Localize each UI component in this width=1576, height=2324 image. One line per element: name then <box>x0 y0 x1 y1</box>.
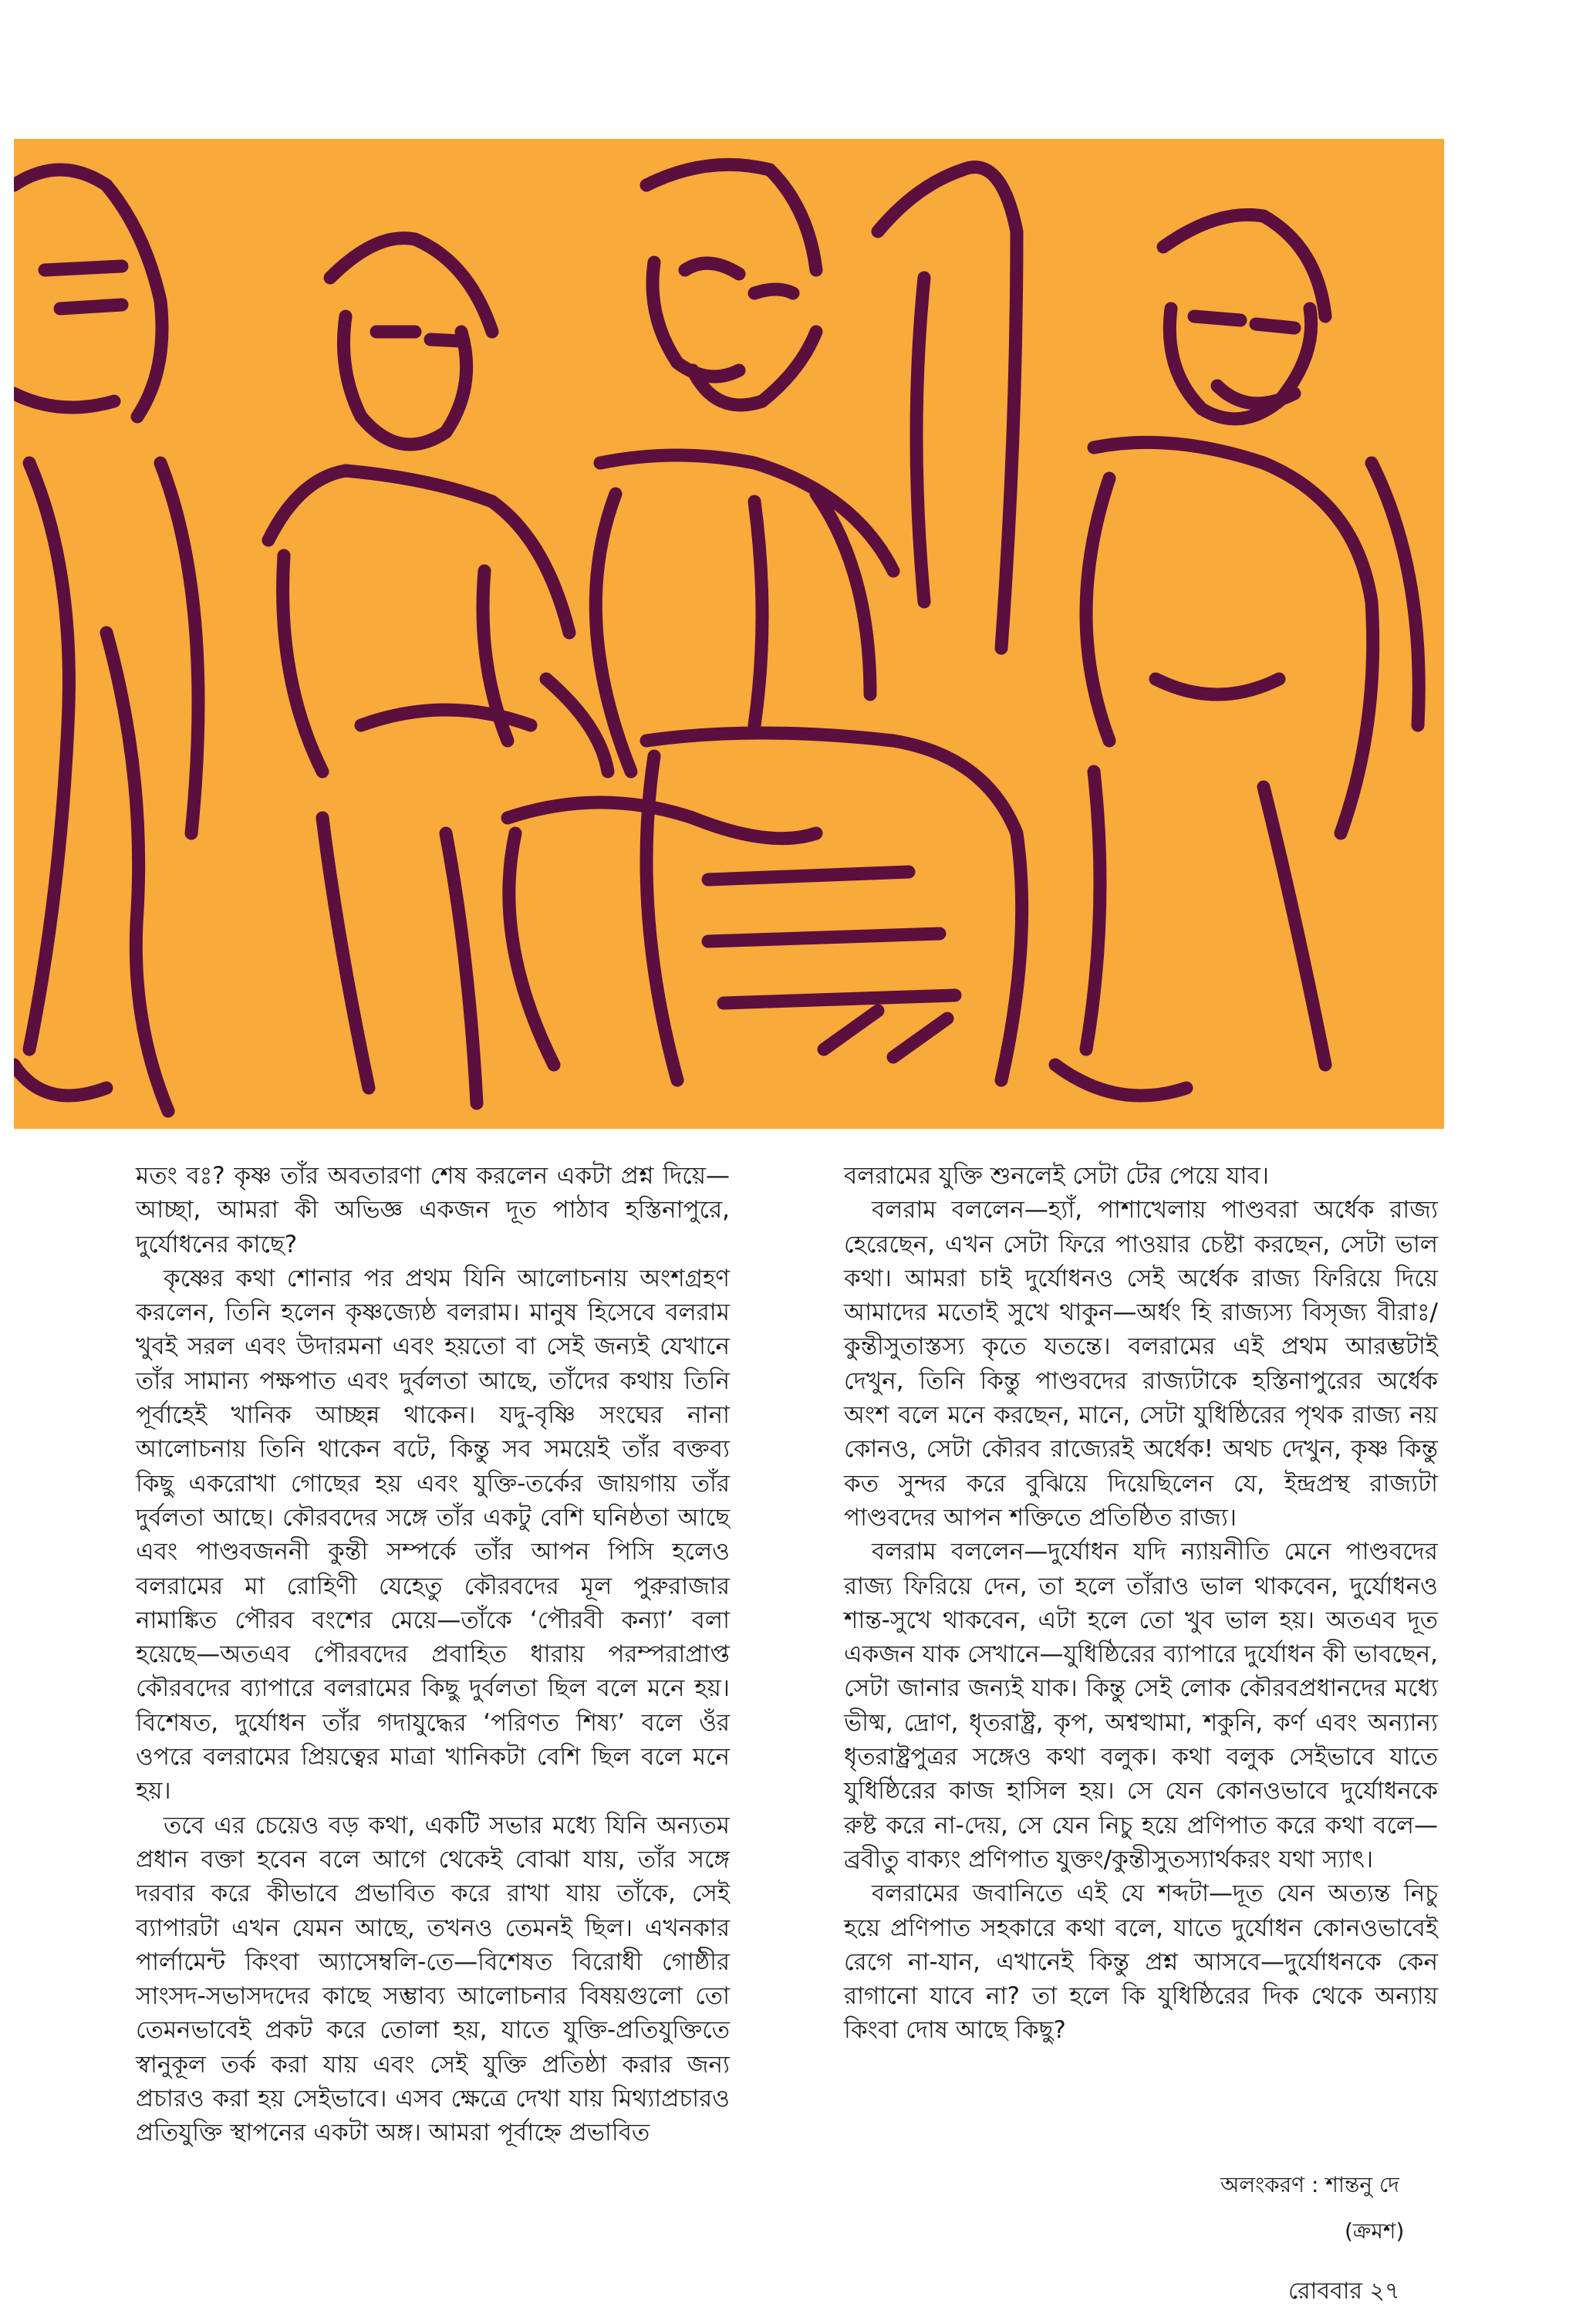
paragraph: তবে এর চেয়েও বড় কথা, একটি সভার মধ্যে যিনি অন্যতম প্রধান বক্তা হবেন বলে আগে থেকেই বোঝা যায়, তাঁর সঙ্গে দরবার করে কীভাবে প্রভাবিত করে রাখা যায় তাঁকে, সেই ব্যাপারটা এখন যেমন আছে, তখনও তেমনই ছিল। এখনকার পার্লামেন্ট কিংবা অ্যাসেম্বলি-তে—বিশেষত বিরোধী গোষ্ঠীর সাংসদ-সভাসদদের কাছে সম্ভাব্য আলোচনার বিষয়গুলো তো তেমনভাবেই প্রকট করে তোলা হয়, যাতে যুক্তি-প্রতিযুক্তিতে স্বানুকূল তর্ক করা যায় এবং সেই যুক্তি প্রতিষ্ঠা করার জন্য প্রচারও করা হয় সেইভাবে। এসব ক্ষেত্রে দেখা যায় মিথ্যাপ্রচারও প্রতিযুক্তি স্থাপনের একটা অঙ্গ। আমরা পূর্বাহ্নে প্রভাবিত <box>136 1811 730 2147</box>
paragraph: বলরামের জবানিতে এই যে শব্দটা—দূত যেন অত্যন্ত নিচু হয়ে প্রণিপাত সহকারে কথা বলে, যাতে দুর্যোধন কোনওভাবেই রেগে না-যান, এখানেই কিন্তু প্রশ্ন আসবে—দুর্যোধনকে কেন রাগানো যাবে না? তা হলে কি যুধিষ্ঠিরের দিক থেকে অন্যায় কিংবা দোষ আছে কিছু? <box>844 1880 1438 2045</box>
paragraph: কৃষ্ণের কথা শোনার পর প্রথম যিনি আলোচনায় অংশগ্রহণ করলেন, তিনি হলেন কৃষ্ণজ্যেষ্ঠ বলরাম। মানুষ হিসেবে বলরাম খুবই সরল এবং উদারমনা এবং হয়তো বা সেই জন্যই যেখানে তাঁর সামান্য পক্ষপাত এবং দুর্বলতা আছে, তাঁদের কথায় তিনি পূর্বাহেই খানিক আচ্ছন্ন থাকেন। যদু-বৃষ্ণি সংঘের নানা আলোচনায় তিনি থাকেন বটে, কিন্তু সব সময়েই তাঁর বক্তব্য কিছু একরোখা গোছের হয় এবং যুক্তি-তর্কের জায়গায় তাঁর দুর্বলতা আছে। কৌরবদের সঙ্গে তাঁর একটু বেশি ঘনিষ্ঠতা আছে এবং পাণ্ডবজননী কুন্তী সম্পর্কে তাঁর আপন পিসি হলেও বলরামের মা রোহিণী যেহেতু কৌরবদের মূল পুরুরাজার নামাঙ্কিত পৌরব বংশের মেয়ে—তাঁকে ‘পৌরবী কন্যা’ বলা হয়েছে—অতএব পৌরবদের প্রবাহিত ধারায় পরম্পরাপ্রাপ্ত কৌরবদের ব্যাপারে বলরামের কিছু দুর্বলতা ছিল বলে মনে হয়। বিশেষত, দুর্যোধন তাঁর গদাযুদ্ধের ‘পরিণত শিষ্য’ বলে ওঁর ওপরে বলরামের প্রিয়ত্বের মাত্রা খানিকটা বেশি ছিল বলে মনে হয়। <box>136 1264 730 1805</box>
seated-figures-brush-illustration <box>14 139 1444 1129</box>
continued-note: (ক্রমশ) <box>1345 2218 1405 2244</box>
paragraph: মতং বঃ? কৃষ্ণ তাঁর অবতারণা শেষ করলেন একটা প্রশ্ন দিয়ে—আচ্ছা, আমরা কী অভিজ্ঞ একজন দূত পাঠাব হস্তিনাপুরে, দুর্যোধনের কাছে? <box>136 1162 730 1258</box>
article-right-column <box>844 1159 1438 2048</box>
paragraph: বলরাম বললেন—হ্যাঁ, পাশাখেলায় পাণ্ডবরা অর্ধেক রাজ্য হেরেছেন, এখন সেটা ফিরে পাওয়ার চেষ্টা করছেন, সেটা ভাল কথা। আমরা চাই দুর্যোধনও সেই অর্ধেক রাজ্য ফিরিয়ে দিয়ে আমাদের মতোই সুখে থাকুন—অর্ধং হি রাজ্যস্য বিসৃজ্য বীরাঃ/কুন্তীসুতাস্তস্য কৃতে যতন্তে। বলরামের এই প্রথম আরম্ভটাই দেখুন, তিনি কিন্তু পাণ্ডবদের রাজ্যটাকে হস্তিনাপুরের অর্ধেক অংশ বলে মনে করছেন, মানে, সেটা যুধিষ্ঠিরের পৃথক রাজ্য নয় কোনও, সেটা কৌরব রাজ্যেরই অর্ধেক! অথচ দেখুন, কৃষ্ণ কিন্তু কত সুন্দর করে বুঝিয়ে দিয়েছিলেন যে, ইন্দ্রপ্রস্থ রাজ্যটা পাণ্ডবদের আপন শক্তিতে প্রতিষ্ঠিত রাজ্য। <box>844 1196 1438 1532</box>
article-left-column <box>136 1159 730 2150</box>
paragraph: বলরামের যুক্তি শুনলেই সেটা টের পেয়ে যাব। <box>844 1162 1269 1190</box>
page-folio: রোববার ২৭ <box>1288 2278 1400 2305</box>
illustration <box>14 139 1444 1129</box>
illustration-credit: অলংকরণ : শান্তনু দে <box>1220 2172 1399 2197</box>
paragraph: বলরাম বললেন—দুর্যোধন যদি ন্যায়নীতি মেনে পাণ্ডবদের রাজ্য ফিরিয়ে দেন, তা হলে তাঁরাও ভাল থাকবেন, দুর্যোধনও শান্ত-সুখে থাকবেন, এটা হলে তো খুব ভাল হয়। অতএব দূত একজন যাক সেখানে—যুধিষ্ঠিরের ব্যাপারে দুর্যোধন কী ভাবছেন, সেটা জানার জন্যই যাক। কিন্তু সেই লোক কৌরবপ্রধানদের মধ্যে ভীষ্ম, দ্রোণ, ধৃতরাষ্ট্র, কৃপ, অশ্বত্থামা, শকুনি, কর্ণ এবং অন্যান্য ধৃতরাষ্ট্রপুত্রর সঙ্গেও কথা বলুক। কথা বলুক সেইভাবে যাতে যুধিষ্ঠিরের কাজ হাসিল হয়। সে যেন কোনওভাবে দুর্যোধনকে রুষ্ট করে না-দেয়, সে যেন নিচু হয়ে প্রণিপাত করে কথা বলে—ব্রবীতু বাক্যং প্রণিপাত যুক্তং/কুন্তীসুতস্যার্থকরং যথা স্যাৎ। <box>844 1538 1438 1873</box>
